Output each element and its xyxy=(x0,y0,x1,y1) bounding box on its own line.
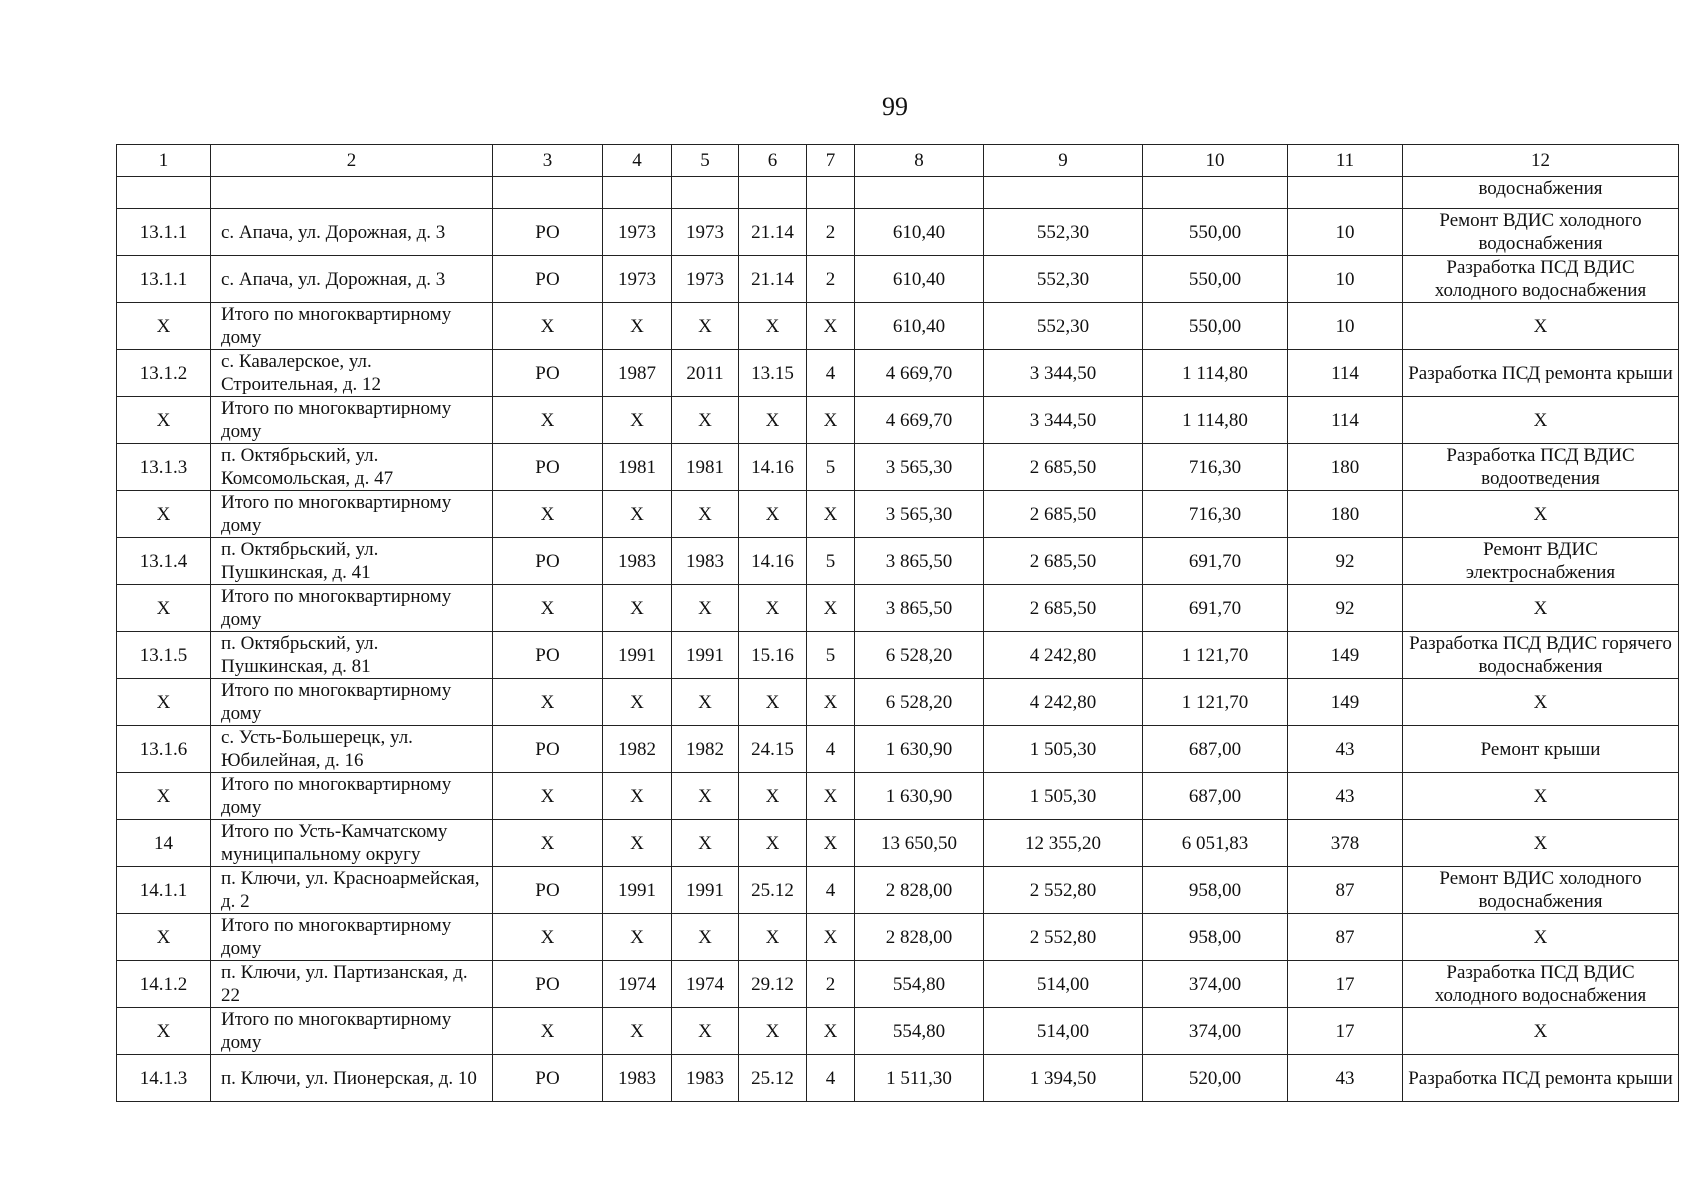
table-continuation-row xyxy=(117,177,1679,209)
table-cell: РО xyxy=(493,1055,603,1102)
table-cell: 3 344,50 xyxy=(984,350,1143,397)
table-cell: 10 xyxy=(1288,256,1403,303)
table-cell: 1983 xyxy=(603,1055,672,1102)
table-cell: Х xyxy=(603,820,672,867)
table-cell: Х xyxy=(603,397,672,444)
table-cell: Итого по многоквартирному дому xyxy=(211,679,493,726)
table-cell: 2 685,50 xyxy=(984,538,1143,585)
table-cell: 1 505,30 xyxy=(984,773,1143,820)
table-cell: 14 xyxy=(117,820,211,867)
table-cell xyxy=(117,177,211,209)
table-cell: 14.16 xyxy=(739,538,807,585)
table-cell: 1973 xyxy=(603,256,672,303)
table-cell: с. Апача, ул. Дорожная, д. 3 xyxy=(211,209,493,256)
table-cell xyxy=(739,177,807,209)
table-cell: 1 630,90 xyxy=(855,726,984,773)
table-cell: 21.14 xyxy=(739,209,807,256)
table-cell: РО xyxy=(493,961,603,1008)
table-cell: 13.1.1 xyxy=(117,209,211,256)
table-cell: Х xyxy=(739,1008,807,1055)
table-cell xyxy=(984,177,1143,209)
table-row xyxy=(117,867,1679,914)
table-cell: 610,40 xyxy=(855,256,984,303)
table-cell: 4 xyxy=(807,1055,855,1102)
table-cell: Х xyxy=(1403,397,1679,444)
table-cell: 550,00 xyxy=(1143,209,1288,256)
table-cell: Х xyxy=(672,491,739,538)
table-cell: 1981 xyxy=(603,444,672,491)
table-cell: Х xyxy=(117,303,211,350)
table-cell: Х xyxy=(493,820,603,867)
table-row xyxy=(117,256,1679,303)
table-cell: 14.1.3 xyxy=(117,1055,211,1102)
table-cell: Х xyxy=(807,773,855,820)
table-cell: 1991 xyxy=(672,867,739,914)
table-cell xyxy=(855,177,984,209)
table-cell: 43 xyxy=(1288,726,1403,773)
table-row xyxy=(117,820,1679,867)
table-cell: Х xyxy=(117,679,211,726)
table-cell: 1974 xyxy=(672,961,739,1008)
table-cell: 7 xyxy=(807,145,855,177)
table-cell: Ремонт ВДИС холодного водоснабжения xyxy=(1403,867,1679,914)
table-cell: 2 xyxy=(807,256,855,303)
table-cell: 550,00 xyxy=(1143,303,1288,350)
table-cell: Ремонт крыши xyxy=(1403,726,1679,773)
table-cell: Разработка ПСД ВДИС холодного водоснабжения xyxy=(1403,256,1679,303)
table-cell: 2 685,50 xyxy=(984,491,1143,538)
table-row xyxy=(117,585,1679,632)
table-cell: 2 xyxy=(807,209,855,256)
table-cell: 1 630,90 xyxy=(855,773,984,820)
table-cell: Х xyxy=(603,491,672,538)
table-cell: Х xyxy=(739,820,807,867)
table-cell: Х xyxy=(117,397,211,444)
table-cell: 1982 xyxy=(672,726,739,773)
table-row xyxy=(117,209,1679,256)
table-cell: РО xyxy=(493,444,603,491)
table-cell: Х xyxy=(672,585,739,632)
table-cell: 2 828,00 xyxy=(855,867,984,914)
table-cell: 13.1.2 xyxy=(117,350,211,397)
table-cell: Х xyxy=(807,491,855,538)
table-cell: 1987 xyxy=(603,350,672,397)
table-cell: Х xyxy=(739,585,807,632)
table-cell: 149 xyxy=(1288,632,1403,679)
table-cell: 5 xyxy=(807,538,855,585)
table-cell: 9 xyxy=(984,145,1143,177)
table-cell: 13.1.4 xyxy=(117,538,211,585)
table-cell: Х xyxy=(493,679,603,726)
table-cell: 514,00 xyxy=(984,1008,1143,1055)
table-cell: 3 865,50 xyxy=(855,585,984,632)
table-cell xyxy=(672,177,739,209)
table-cell: 25.12 xyxy=(739,1055,807,1102)
table-cell: Х xyxy=(1403,1008,1679,1055)
table-cell: 4 xyxy=(807,867,855,914)
table-cell: Х xyxy=(672,679,739,726)
table-cell: 6 528,20 xyxy=(855,679,984,726)
table-cell: Х xyxy=(672,303,739,350)
table-cell: Х xyxy=(493,397,603,444)
table-cell: водоснабжения xyxy=(1403,177,1679,209)
table-cell: Х xyxy=(117,491,211,538)
table-cell: 43 xyxy=(1288,1055,1403,1102)
table-cell: 2011 xyxy=(672,350,739,397)
table-cell xyxy=(1288,177,1403,209)
table-cell: 691,70 xyxy=(1143,538,1288,585)
table-cell: Х xyxy=(807,914,855,961)
table-cell: Х xyxy=(117,1008,211,1055)
table-cell: Х xyxy=(493,1008,603,1055)
table-header-row xyxy=(117,145,1679,177)
table-cell: 3 865,50 xyxy=(855,538,984,585)
table-cell: Итого по многоквартирному дому xyxy=(211,773,493,820)
table-cell: Х xyxy=(739,491,807,538)
table-row xyxy=(117,397,1679,444)
table-cell: 12 xyxy=(1403,145,1679,177)
table-cell: 15.16 xyxy=(739,632,807,679)
table-cell: 24.15 xyxy=(739,726,807,773)
table-cell: с. Апача, ул. Дорожная, д. 3 xyxy=(211,256,493,303)
table-cell: 1974 xyxy=(603,961,672,1008)
table-cell: 4 xyxy=(807,726,855,773)
table-cell: 554,80 xyxy=(855,1008,984,1055)
table-cell: 520,00 xyxy=(1143,1055,1288,1102)
table-cell: Х xyxy=(1403,303,1679,350)
table-cell: 3 565,30 xyxy=(855,491,984,538)
page-number: 99 xyxy=(882,92,908,121)
table-cell: Итого по многоквартирному дому xyxy=(211,1008,493,1055)
table-cell: РО xyxy=(493,538,603,585)
table-cell: 14.1.2 xyxy=(117,961,211,1008)
table-cell xyxy=(211,177,493,209)
table-cell: 25.12 xyxy=(739,867,807,914)
table-row xyxy=(117,1008,1679,1055)
table-cell: Итого по Усть-Камчатскому муниципальному округу xyxy=(211,820,493,867)
table-cell xyxy=(807,177,855,209)
table-cell: 17 xyxy=(1288,1008,1403,1055)
table-cell: Итого по многоквартирному дому xyxy=(211,303,493,350)
table-cell: Разработка ПСД ВДИС холодного водоснабжения xyxy=(1403,961,1679,1008)
table-row xyxy=(117,914,1679,961)
table-cell: п. Октябрьский, ул. Комсомольская, д. 47 xyxy=(211,444,493,491)
table-cell: Ремонт ВДИС холодного водоснабжения xyxy=(1403,209,1679,256)
table-cell: Х xyxy=(1403,914,1679,961)
table-cell: 13.1.6 xyxy=(117,726,211,773)
table-cell: 114 xyxy=(1288,350,1403,397)
table-cell: 13.1.1 xyxy=(117,256,211,303)
table-cell: 1991 xyxy=(603,632,672,679)
table-cell: 374,00 xyxy=(1143,961,1288,1008)
table-row xyxy=(117,726,1679,773)
table-cell: РО xyxy=(493,256,603,303)
table-cell: п. Октябрьский, ул. Пушкинская, д. 41 xyxy=(211,538,493,585)
table-cell: Итого по многоквартирному дому xyxy=(211,914,493,961)
table-cell: 716,30 xyxy=(1143,491,1288,538)
table-cell: Х xyxy=(493,303,603,350)
table-cell: Ремонт ВДИС электроснабжения xyxy=(1403,538,1679,585)
table-cell: 1973 xyxy=(672,256,739,303)
table-cell: 1981 xyxy=(672,444,739,491)
table-cell: 552,30 xyxy=(984,209,1143,256)
table-cell: 92 xyxy=(1288,538,1403,585)
table-cell: Х xyxy=(739,679,807,726)
table-cell: РО xyxy=(493,632,603,679)
table-row xyxy=(117,303,1679,350)
table-cell: 958,00 xyxy=(1143,914,1288,961)
table-cell: 3 xyxy=(493,145,603,177)
table-cell: 10 xyxy=(1288,209,1403,256)
table-cell: 610,40 xyxy=(855,303,984,350)
table-cell: Х xyxy=(807,820,855,867)
table-cell: Итого по многоквартирному дому xyxy=(211,585,493,632)
table-cell: 180 xyxy=(1288,491,1403,538)
table-cell: 1983 xyxy=(672,538,739,585)
table-cell: 3 565,30 xyxy=(855,444,984,491)
table-cell: Разработка ПСД ВДИС водоотведения xyxy=(1403,444,1679,491)
table-cell xyxy=(1143,177,1288,209)
table-cell: 687,00 xyxy=(1143,773,1288,820)
table-cell: п. Ключи, ул. Пионерская, д. 10 xyxy=(211,1055,493,1102)
table-cell: 374,00 xyxy=(1143,1008,1288,1055)
table-cell: 10 xyxy=(1143,145,1288,177)
table-cell: Х xyxy=(807,303,855,350)
table-cell: Х xyxy=(117,773,211,820)
table-cell: 2 xyxy=(807,961,855,1008)
table-row xyxy=(117,961,1679,1008)
table-cell: Х xyxy=(493,491,603,538)
table-cell: п. Октябрьский, ул. Пушкинская, д. 81 xyxy=(211,632,493,679)
table-cell: 43 xyxy=(1288,773,1403,820)
table-cell: Х xyxy=(807,397,855,444)
table-cell: 2 828,00 xyxy=(855,914,984,961)
table-cell: 2 685,50 xyxy=(984,585,1143,632)
table-row xyxy=(117,679,1679,726)
table-cell: 12 355,20 xyxy=(984,820,1143,867)
table-cell: 1 xyxy=(117,145,211,177)
table-cell: 687,00 xyxy=(1143,726,1288,773)
table-row xyxy=(117,632,1679,679)
table-cell: Х xyxy=(603,303,672,350)
table-cell: Х xyxy=(603,914,672,961)
table-cell: 4 242,80 xyxy=(984,632,1143,679)
table-cell: Х xyxy=(1403,773,1679,820)
table-cell: 6 528,20 xyxy=(855,632,984,679)
table-cell: 1 511,30 xyxy=(855,1055,984,1102)
table-cell: Х xyxy=(1403,491,1679,538)
table-cell: 1 121,70 xyxy=(1143,679,1288,726)
table-cell: 1983 xyxy=(672,1055,739,1102)
table-cell: Х xyxy=(739,773,807,820)
table-cell: 1 505,30 xyxy=(984,726,1143,773)
table-cell: 1982 xyxy=(603,726,672,773)
table-cell: 1 114,80 xyxy=(1143,350,1288,397)
table-cell: 13.1.5 xyxy=(117,632,211,679)
table-cell: 1 394,50 xyxy=(984,1055,1143,1102)
table-cell: 550,00 xyxy=(1143,256,1288,303)
table-cell: Х xyxy=(807,585,855,632)
table-cell: 87 xyxy=(1288,914,1403,961)
table-cell: Х xyxy=(739,914,807,961)
table-cell: 92 xyxy=(1288,585,1403,632)
table-cell xyxy=(603,177,672,209)
table-cell: 958,00 xyxy=(1143,867,1288,914)
table-cell: 2 552,80 xyxy=(984,867,1143,914)
table-cell: п. Ключи, ул. Красноармейская, д. 2 xyxy=(211,867,493,914)
table-cell: с. Усть-Большерецк, ул. Юбилейная, д. 16 xyxy=(211,726,493,773)
table-row xyxy=(117,1055,1679,1102)
table-cell: Х xyxy=(807,679,855,726)
table-row xyxy=(117,444,1679,491)
table-cell: Х xyxy=(1403,585,1679,632)
table-cell: 149 xyxy=(1288,679,1403,726)
table-cell: 114 xyxy=(1288,397,1403,444)
table-cell: Итого по многоквартирному дому xyxy=(211,491,493,538)
table-cell: 29.12 xyxy=(739,961,807,1008)
table-cell: 2 685,50 xyxy=(984,444,1143,491)
table-cell: 610,40 xyxy=(855,209,984,256)
table-cell: Х xyxy=(739,397,807,444)
table-cell: Итого по многоквартирному дому xyxy=(211,397,493,444)
table-cell: 2 xyxy=(211,145,493,177)
table-cell: с. Кавалерское, ул. Строительная, д. 12 xyxy=(211,350,493,397)
table-cell: Х xyxy=(672,914,739,961)
table-cell: Х xyxy=(117,914,211,961)
table-cell: 378 xyxy=(1288,820,1403,867)
table-cell: 6 051,83 xyxy=(1143,820,1288,867)
table-cell: Х xyxy=(672,820,739,867)
table-cell: 17 xyxy=(1288,961,1403,1008)
table-cell: РО xyxy=(493,350,603,397)
table-cell: 14.16 xyxy=(739,444,807,491)
table-cell: Х xyxy=(672,397,739,444)
table-cell: 87 xyxy=(1288,867,1403,914)
table-cell: 1991 xyxy=(603,867,672,914)
table-cell: 4 669,70 xyxy=(855,350,984,397)
table-cell: 13.15 xyxy=(739,350,807,397)
table-cell: 10 xyxy=(1288,303,1403,350)
table-cell: 4 669,70 xyxy=(855,397,984,444)
table-cell: 14.1.1 xyxy=(117,867,211,914)
table-cell: 4 xyxy=(603,145,672,177)
table-cell: 5 xyxy=(672,145,739,177)
table-row xyxy=(117,773,1679,820)
table-cell: 1991 xyxy=(672,632,739,679)
table-cell: 5 xyxy=(807,632,855,679)
table-cell: 1973 xyxy=(672,209,739,256)
table-cell: Х xyxy=(807,1008,855,1055)
table-cell: Разработка ПСД ремонта крыши xyxy=(1403,1055,1679,1102)
table-cell: Х xyxy=(493,773,603,820)
table-cell: 1973 xyxy=(603,209,672,256)
table-row xyxy=(117,538,1679,585)
table-cell: 1983 xyxy=(603,538,672,585)
table-cell: 5 xyxy=(807,444,855,491)
table-cell: Х xyxy=(493,914,603,961)
table-cell: 13 650,50 xyxy=(855,820,984,867)
table-cell: 11 xyxy=(1288,145,1403,177)
table-cell: 8 xyxy=(855,145,984,177)
table-cell: Х xyxy=(739,303,807,350)
table-cell: 554,80 xyxy=(855,961,984,1008)
table-cell: 4 xyxy=(807,350,855,397)
table-cell: Разработка ПСД ремонта крыши xyxy=(1403,350,1679,397)
table-cell: 13.1.3 xyxy=(117,444,211,491)
table-cell: п. Ключи, ул. Партизанская, д. 22 xyxy=(211,961,493,1008)
table-row xyxy=(117,350,1679,397)
table-cell: 1 121,70 xyxy=(1143,632,1288,679)
table-cell: Х xyxy=(603,773,672,820)
table-cell: 691,70 xyxy=(1143,585,1288,632)
table-cell: РО xyxy=(493,726,603,773)
table-cell: Х xyxy=(603,679,672,726)
table-cell: 716,30 xyxy=(1143,444,1288,491)
table-cell: РО xyxy=(493,867,603,914)
table-cell: 2 552,80 xyxy=(984,914,1143,961)
table-cell: Х xyxy=(672,1008,739,1055)
table-cell: Х xyxy=(603,1008,672,1055)
table-cell: 3 344,50 xyxy=(984,397,1143,444)
table-cell: 21.14 xyxy=(739,256,807,303)
table-cell: Х xyxy=(1403,679,1679,726)
table-cell: Х xyxy=(1403,820,1679,867)
table-cell: Х xyxy=(672,773,739,820)
table-cell xyxy=(493,177,603,209)
table-row xyxy=(117,491,1679,538)
table-cell: Разработка ПСД ВДИС горячего водоснабжения xyxy=(1403,632,1679,679)
table-cell: Х xyxy=(603,585,672,632)
table-cell: 552,30 xyxy=(984,256,1143,303)
table-cell: РО xyxy=(493,209,603,256)
table-cell: 6 xyxy=(739,145,807,177)
table-cell: 180 xyxy=(1288,444,1403,491)
table-cell: Х xyxy=(117,585,211,632)
table-cell: 4 242,80 xyxy=(984,679,1143,726)
data-table xyxy=(116,144,1679,1102)
table-cell: 1 114,80 xyxy=(1143,397,1288,444)
table-cell: 552,30 xyxy=(984,303,1143,350)
table-cell: 514,00 xyxy=(984,961,1143,1008)
table-cell: Х xyxy=(493,585,603,632)
